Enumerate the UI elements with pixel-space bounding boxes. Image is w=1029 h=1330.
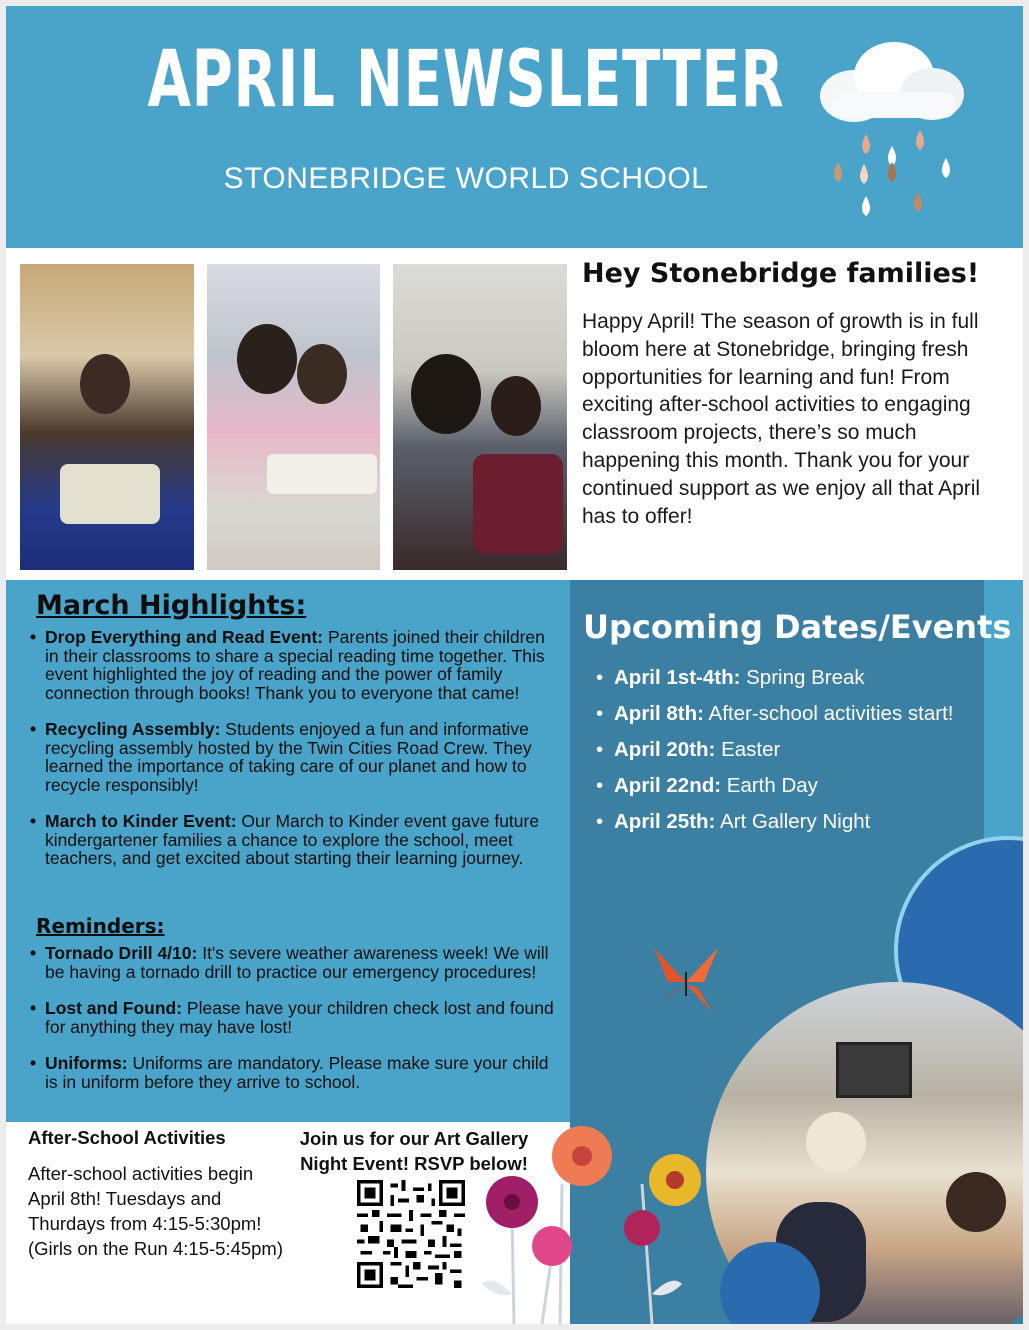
list-item: • April 20th: Easter bbox=[596, 738, 953, 774]
upcoming-events-heading: Upcoming Dates/Events bbox=[583, 608, 1012, 646]
greeting-paragraph: Happy April! The season of growth is in full bloom here at Stonebridge, bringing fresh opportunities for learning and fun! From exciting after-school activities to engaging classroom projects, there’s so much happening this month. Thank you for your continued support as we enjoy all that April has to offer! bbox=[582, 310, 981, 528]
list-item: • Recycling Assembly: Students enjoyed a fun and informative recycling assembly hosted by the Twin Cities Road Crew. They learned the importance of taking care of our planet and how to recycle responsibly! bbox=[28, 720, 558, 794]
list-item: • April 22nd: Earth Day bbox=[596, 774, 953, 810]
list-item: • Tornado Drill 4/10: It's severe weather awareness week! We will be having a tornado drill to practice our emergency procedures! bbox=[28, 944, 558, 981]
photo-parent-and-child-reading bbox=[207, 264, 380, 570]
cloud-with-raindrops-icon bbox=[814, 36, 966, 236]
qr-code-icon[interactable] bbox=[357, 1180, 465, 1288]
butterfly-icon bbox=[646, 942, 726, 1022]
after-school-heading: After-School Activities bbox=[28, 1127, 226, 1148]
march-highlights-list bbox=[28, 628, 558, 886]
greeting-heading: Hey Stonebridge families! bbox=[582, 258, 980, 289]
list-item: • March to Kinder Event: Our March to Kinder event gave future kindergartener families a chance to explore the school, meet teachers, and get excited about starting their learning journey. bbox=[28, 812, 558, 868]
list-item: • Drop Everything and Read Event: Parents joined their children in their classrooms to share a special reading time together. This event highlighted the joy of reading and the power of family connection through books! Thank you to everyone that came! bbox=[28, 628, 558, 702]
events-list bbox=[596, 666, 953, 846]
reminders-heading: Reminders: bbox=[36, 914, 165, 938]
art-gallery-invite: Join us for our Art Gallery Night Event! RSVP below! bbox=[299, 1128, 529, 1174]
photo-student-reading bbox=[20, 264, 194, 570]
list-item: • Lost and Found: Please have your children check lost and found for anything they may have lost! bbox=[28, 999, 558, 1036]
reminders-list bbox=[28, 944, 558, 1109]
newsletter-title: APRIL NEWSLETTER bbox=[147, 35, 785, 125]
list-item: • April 8th: After-school activities start! bbox=[596, 702, 953, 738]
header-banner bbox=[6, 6, 1023, 248]
photo-teacher-and-student bbox=[393, 264, 567, 570]
list-item: • April 1st-4th: Spring Break bbox=[596, 666, 953, 702]
list-item: • Uniforms: Uniforms are mandatory. Please make sure your child is in uniform before they arrive to school. bbox=[28, 1054, 558, 1091]
newsletter-page bbox=[6, 6, 1023, 1324]
school-name: STONEBRIDGE WORLD SCHOOL bbox=[223, 162, 709, 195]
list-item: • April 25th: Art Gallery Night bbox=[596, 810, 953, 846]
after-school-text: After-school activities begin April 8th! Tuesdays and Thurdays from 4:15-5:30pm! (Girls on the Run 4:15-5:45pm) bbox=[28, 1163, 284, 1259]
march-highlights-heading: March Highlights: bbox=[36, 590, 307, 621]
